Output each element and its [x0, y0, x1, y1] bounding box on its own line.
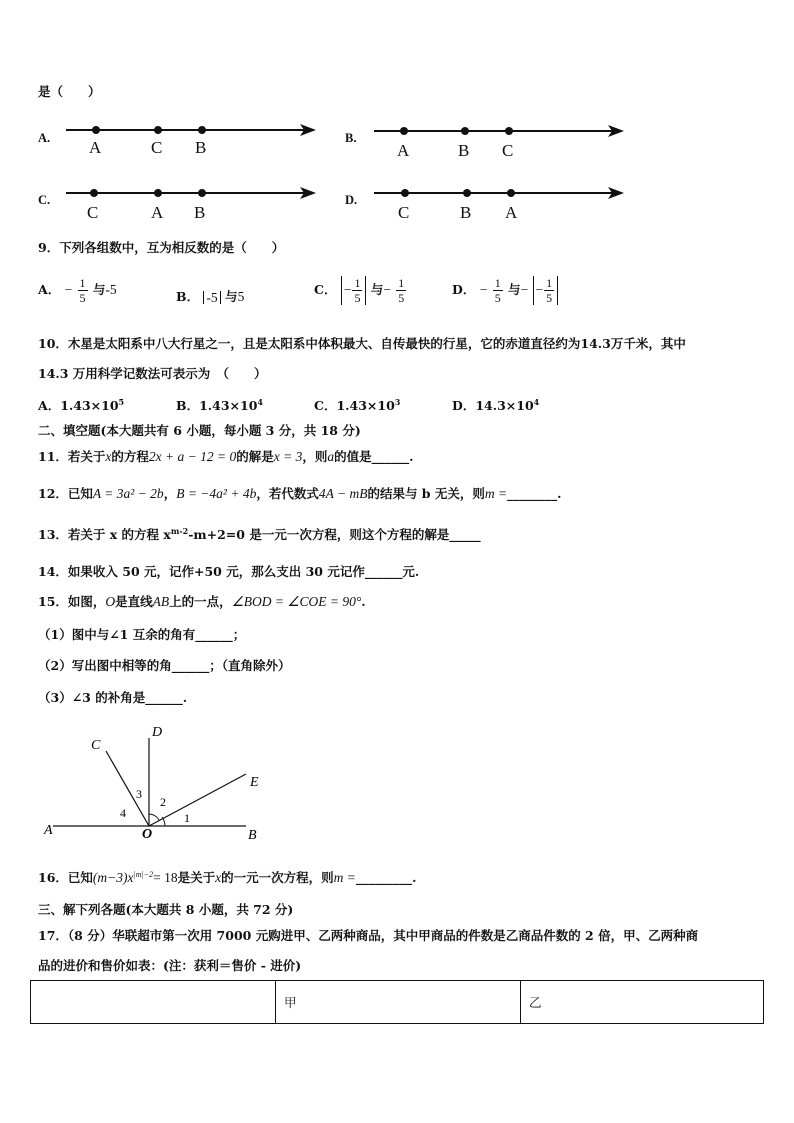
variable: x	[215, 870, 222, 885]
exponent: 5	[118, 396, 125, 407]
option-value: 14.3×10	[475, 398, 534, 413]
q16	[38, 868, 416, 886]
numerator: 1	[79, 276, 86, 290]
option-label: D.	[345, 193, 358, 207]
price-table	[30, 980, 764, 1024]
answer-blank[interactable]: ________.	[507, 486, 562, 501]
text: .	[361, 594, 366, 609]
q9-option-c[interactable]	[314, 276, 407, 305]
q9-option-b[interactable]	[176, 287, 244, 305]
expression: 4A − mB	[318, 486, 368, 501]
label-a: A	[44, 823, 53, 838]
text: 的结果与 b 无关，则	[367, 486, 485, 501]
section-3-heading: 三、解下列各题(本大题共 8 小题，共 72 分)	[38, 902, 294, 917]
label-o: O	[142, 827, 153, 842]
text: 的一元一次方程，则	[221, 870, 334, 885]
point-o: O	[105, 594, 116, 609]
label-e: E	[250, 775, 259, 790]
text: ，	[163, 486, 177, 501]
text: 13．若关于 x 的方程 x	[38, 527, 171, 542]
exponent: m-2	[170, 525, 189, 536]
label-d: D	[152, 725, 163, 740]
table-cell: 甲	[276, 981, 521, 1024]
q10-line-1: 10．木星是太阳系中八大行星之一，且是太阳系中体积最大、自传最快的行星，它的赤道直径约为14.3万千米，其中	[38, 336, 686, 351]
minus-sign: −	[535, 282, 544, 297]
point-label: A	[397, 141, 410, 160]
point-label: B	[460, 203, 472, 222]
absolute-value: -5	[203, 291, 220, 304]
absolute-value	[533, 276, 559, 305]
point-label: B	[195, 138, 207, 157]
q10-line-2: 14.3 万用科学记数法可表示为 （ ）	[38, 366, 267, 381]
q9-option-d[interactable]	[452, 276, 558, 305]
numerator: 1	[494, 276, 501, 290]
q9-stem: 9．下列各组数中，互为相反数的是（ ）	[38, 240, 285, 255]
exponent: 3	[394, 396, 401, 407]
text: ，则	[302, 449, 328, 464]
q10-option-c[interactable]	[314, 396, 400, 414]
point-label: B	[458, 141, 470, 160]
option-label: C．	[314, 282, 337, 297]
minus-sign: −	[343, 282, 352, 297]
q10-option-b[interactable]	[176, 396, 263, 414]
number-line-arrow	[368, 121, 628, 141]
variable: a	[327, 449, 335, 464]
angle-2-label: 2	[160, 795, 166, 809]
point-label: C	[502, 141, 514, 160]
ray-oc	[106, 751, 149, 826]
q15-sub-3: （3）∠3 的补角是______.	[38, 690, 188, 705]
number-line-arrow	[60, 120, 320, 140]
option-value: 1.43×10	[199, 398, 258, 413]
point-label: A	[505, 203, 518, 222]
section-2-heading: 二、填空题(本大题共有 6 小题，每小题 3 分，共 18 分)	[38, 423, 361, 438]
q8-stem-tail: 是（ ）	[38, 84, 101, 99]
with-text: 与	[225, 289, 238, 304]
exponent: 4	[533, 396, 540, 407]
point-label: C	[87, 203, 99, 222]
variable: m =	[333, 870, 356, 885]
text: 的解是	[236, 449, 274, 464]
with-text: 与	[508, 282, 521, 297]
text: 12．已知	[38, 486, 93, 501]
fraction	[544, 276, 554, 305]
label-b: B	[248, 828, 257, 843]
point-label: A	[151, 203, 164, 222]
q12	[38, 484, 562, 502]
text: -m+2=0 是一元一次方程，则这个方程的解是_____	[188, 527, 481, 542]
angle-condition: ∠BOD = ∠COE = 90°	[231, 594, 362, 609]
point-label: B	[194, 203, 206, 222]
option-label: A.	[38, 131, 51, 145]
text: 11．若关于	[38, 449, 106, 464]
minus-sign: −	[479, 282, 488, 297]
fraction	[78, 276, 88, 305]
answer-blank[interactable]: _________.	[355, 870, 417, 885]
numerator: 1	[398, 276, 405, 290]
angle-arc	[149, 814, 159, 820]
answer-blank[interactable]: 的值是______.	[334, 449, 414, 464]
table-cell	[31, 981, 276, 1024]
denominator: 5	[546, 291, 553, 305]
option-label: A．	[38, 398, 61, 413]
fraction	[396, 276, 406, 305]
option-value: 1.43×10	[336, 398, 395, 413]
q15-sub-1: （1）图中与∠1 互余的角有______；	[38, 627, 246, 642]
denominator: 5	[494, 291, 501, 305]
value: 5	[237, 289, 245, 304]
option-label: C．	[314, 398, 337, 413]
point-label: A	[89, 138, 102, 157]
q11	[38, 447, 414, 465]
line-ab: AB	[152, 594, 170, 609]
minus-sign: −	[64, 282, 73, 297]
denominator: 5	[79, 291, 86, 305]
angle-1-label: 1	[184, 811, 190, 825]
minus-sign: −	[383, 282, 391, 297]
point-label: C	[151, 138, 163, 157]
text: 上的一点，	[169, 594, 232, 609]
text: 是关于	[177, 870, 216, 885]
option-label: D．	[452, 282, 476, 297]
exponent: 4	[257, 396, 263, 407]
solution: x = 3	[273, 449, 303, 464]
expression: (m−3)x	[92, 870, 134, 885]
fraction	[493, 276, 503, 305]
text: ，若代数式	[256, 486, 319, 501]
text: 15．如图，	[38, 594, 106, 609]
q17-line-2: 品的进价和售价如表：(注：获利＝售价 - 进价)	[38, 958, 302, 973]
q10-option-d[interactable]	[452, 396, 539, 414]
with-text: 与	[92, 282, 106, 297]
option-label: B．	[176, 289, 200, 304]
variable: m =	[484, 486, 508, 501]
option-label: B.	[345, 131, 357, 145]
text: 16．已知	[38, 870, 93, 885]
denominator: 5	[398, 291, 405, 305]
point-label: C	[398, 203, 410, 222]
q9-option-a[interactable]	[38, 276, 117, 305]
numerator: 1	[546, 276, 553, 290]
option-label: B．	[176, 398, 200, 413]
q17-line-1: 17．（8 分）华联超市第一次用 7000 元购进甲、乙两种商品，其中甲商品的件数是乙商品件数的 2 倍，甲、乙两种商	[38, 928, 699, 943]
q10-option-a[interactable]	[38, 396, 124, 414]
angle-3-label: 3	[136, 787, 142, 801]
table-cell: 乙	[521, 981, 764, 1024]
exponent: |m|−2	[133, 869, 154, 879]
equation: 2x + a − 12 = 0	[148, 449, 237, 464]
q13	[38, 525, 481, 543]
option-label: D．	[452, 398, 476, 413]
option-label: A．	[38, 282, 61, 297]
expression: = 18	[153, 870, 178, 885]
numerator: 1	[354, 276, 361, 290]
with-text: 与	[370, 282, 384, 297]
number-line-arrow	[60, 183, 320, 203]
geometry-figure	[38, 718, 278, 844]
number-line-arrow	[368, 183, 628, 203]
variable: x	[105, 449, 112, 464]
q14: 14．如果收入 50 元，记作+50 元，那么支出 30 元记作______元.	[38, 564, 420, 579]
expression-b: B = −4a² + 4b	[176, 486, 257, 501]
fraction	[352, 276, 362, 305]
option-label: C.	[38, 193, 51, 207]
option-value: 1.43×10	[60, 398, 119, 413]
table-row	[31, 981, 764, 1024]
value: -5	[105, 282, 117, 297]
label-c: C	[91, 738, 101, 753]
minus-sign: −	[520, 282, 529, 297]
text: 的方程	[111, 449, 149, 464]
q15-stem	[38, 592, 366, 610]
denominator: 5	[354, 291, 361, 305]
expression-a: A = 3a² − 2b	[92, 486, 164, 501]
q15-sub-2: （2）写出图中相等的角______；（直角除外）	[38, 658, 291, 673]
angle-4-label: 4	[120, 806, 126, 820]
text: 是直线	[115, 594, 153, 609]
absolute-value	[341, 276, 367, 305]
